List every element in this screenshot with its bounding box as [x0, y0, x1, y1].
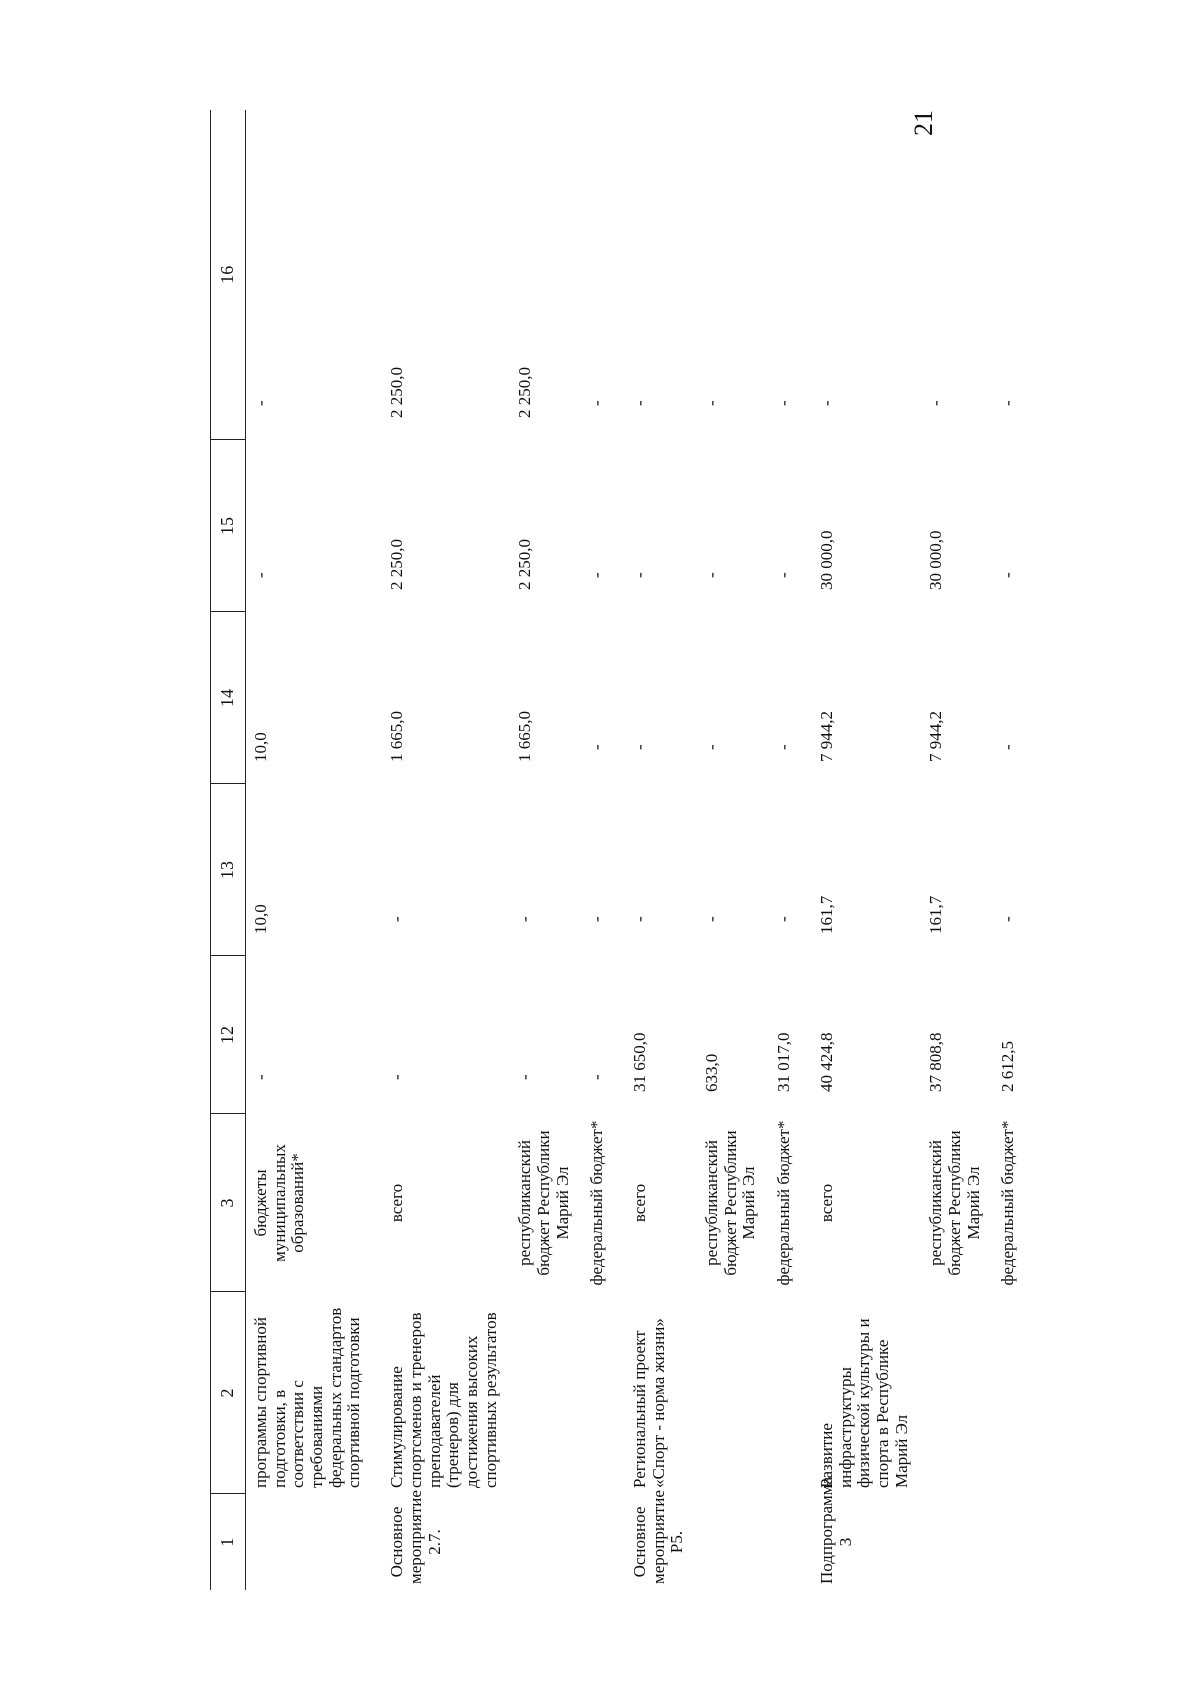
value-col-13: 161,7	[816, 895, 836, 934]
value-col-12: -	[515, 1074, 535, 1080]
rotated-table-container	[210, 110, 1018, 1590]
value-col-16: 2 250,0	[515, 367, 535, 418]
value-col-16: -	[774, 400, 794, 406]
value-col-14: -	[774, 744, 794, 750]
header-col-14: 14	[211, 612, 246, 784]
table-row	[617, 110, 697, 1590]
header-col-15: 15	[211, 440, 246, 612]
funding-source: бюджеты муниципальных образований*	[251, 1144, 308, 1262]
table-row	[374, 110, 510, 1590]
budget-table	[210, 110, 1028, 1590]
value-col-12: 31 650,0	[630, 1032, 649, 1092]
value-col-16: -	[251, 400, 270, 406]
event-description: программы спортивной подготовки, в соответствии с требованиями федеральных стандартов спортивной подготовки	[251, 1307, 364, 1488]
funding-source: республиканский бюджет Республики Марий Эл	[515, 1130, 572, 1276]
value-col-14: 7 944,2	[926, 711, 946, 762]
table-row	[769, 110, 804, 1590]
value-col-14: -	[702, 744, 722, 750]
table-row	[993, 110, 1028, 1590]
value-col-13: -	[515, 916, 535, 922]
event-name	[582, 1494, 617, 1590]
value-col-13: -	[630, 916, 649, 922]
value-col-15: 30 000,0	[926, 530, 946, 590]
value-col-12: 40 424,8	[816, 1032, 836, 1092]
value-col-14: 7 944,2	[816, 711, 836, 762]
value-col-12: -	[387, 1074, 407, 1080]
value-col-16: 2 250,0	[387, 367, 407, 418]
event-description: Стимулирование спортсменов и тренеров преподавателей (тренеров) для достижения высоких спортивных результатов	[387, 1312, 500, 1488]
value-col-13: -	[998, 916, 1018, 922]
value-col-15: -	[251, 572, 270, 578]
event-name: Основное мероприятие Р5.	[630, 1490, 687, 1584]
value-col-14: -	[630, 744, 649, 750]
value-col-14: 1 665,0	[387, 711, 407, 762]
event-name	[510, 1494, 582, 1590]
event-name	[921, 1494, 993, 1590]
value-col-14: -	[998, 744, 1018, 750]
value-col-12: 633,0	[702, 1053, 722, 1092]
funding-source: республиканский бюджет Республики Марий Эл	[702, 1130, 759, 1276]
value-col-15: -	[702, 572, 722, 578]
value-col-13: -	[702, 916, 722, 922]
value-col-12: 31 017,0	[774, 1032, 794, 1092]
value-col-14: 1 665,0	[515, 711, 535, 762]
funding-source: федеральный бюджет*	[998, 1120, 1018, 1286]
header-col-12: 12	[211, 956, 246, 1114]
value-col-15: -	[630, 572, 649, 578]
value-col-15: 30 000,0	[816, 530, 836, 590]
value-col-15: 2 250,0	[387, 539, 407, 590]
event-name: Подпрограмма 3	[816, 1477, 855, 1584]
funding-source: федеральный бюджет*	[587, 1120, 607, 1286]
funding-source: всего	[816, 1183, 836, 1223]
value-col-13: -	[774, 916, 794, 922]
event-name	[246, 1494, 375, 1590]
funding-source: всего	[630, 1183, 649, 1223]
event-description	[993, 1292, 1028, 1494]
value-col-15: -	[774, 572, 794, 578]
event-name	[697, 1494, 769, 1590]
value-col-16: -	[926, 400, 946, 406]
value-col-16: -	[587, 400, 607, 406]
value-col-12: 37 808,8	[926, 1032, 946, 1092]
value-col-12: -	[251, 1074, 270, 1080]
value-col-15: -	[587, 572, 607, 578]
value-col-13: 161,7	[926, 895, 946, 934]
value-col-16: -	[630, 400, 649, 406]
event-description	[510, 1292, 582, 1494]
table-row	[804, 110, 921, 1590]
page-number: 21	[909, 110, 938, 136]
value-col-14: 10,0	[251, 732, 270, 762]
value-col-16: -	[998, 400, 1018, 406]
value-col-16: -	[702, 400, 722, 406]
funding-source: федеральный бюджет*	[774, 1120, 794, 1286]
event-description	[697, 1292, 769, 1494]
header-col-3: 3	[211, 1114, 246, 1292]
table-row	[510, 110, 582, 1590]
header-col-2: 2	[211, 1292, 246, 1494]
value-col-15: -	[998, 572, 1018, 578]
funding-source: всего	[387, 1183, 407, 1223]
event-description	[582, 1292, 617, 1494]
value-col-15: 2 250,0	[515, 539, 535, 590]
value-col-12: -	[587, 1074, 607, 1080]
table-row	[246, 110, 375, 1590]
value-col-16: -	[816, 400, 836, 406]
header-row	[211, 110, 246, 1590]
event-description: Региональный проект «Спорт - норма жизни»	[630, 1318, 668, 1488]
table-row	[582, 110, 617, 1590]
value-col-14: -	[587, 744, 607, 750]
event-description: Развитие инфраструктуры физической культуры и спорта в Республике Марий Эл	[816, 1318, 911, 1488]
event-name: Основное мероприятие 2.7.	[387, 1490, 444, 1584]
table-row	[697, 110, 769, 1590]
header-col-16: 16	[211, 110, 246, 440]
header-col-13: 13	[211, 784, 246, 956]
value-col-12: 2 612,5	[998, 1041, 1018, 1092]
header-col-1: 1	[211, 1494, 246, 1590]
event-name	[993, 1494, 1028, 1590]
funding-source: республиканский бюджет Республики Марий Эл	[926, 1130, 983, 1276]
event-description	[921, 1292, 993, 1494]
value-col-13: -	[587, 916, 607, 922]
event-name	[769, 1494, 804, 1590]
value-col-13: -	[387, 916, 407, 922]
value-col-13: 10,0	[251, 904, 270, 934]
event-description	[769, 1292, 804, 1494]
table-row	[921, 110, 993, 1590]
